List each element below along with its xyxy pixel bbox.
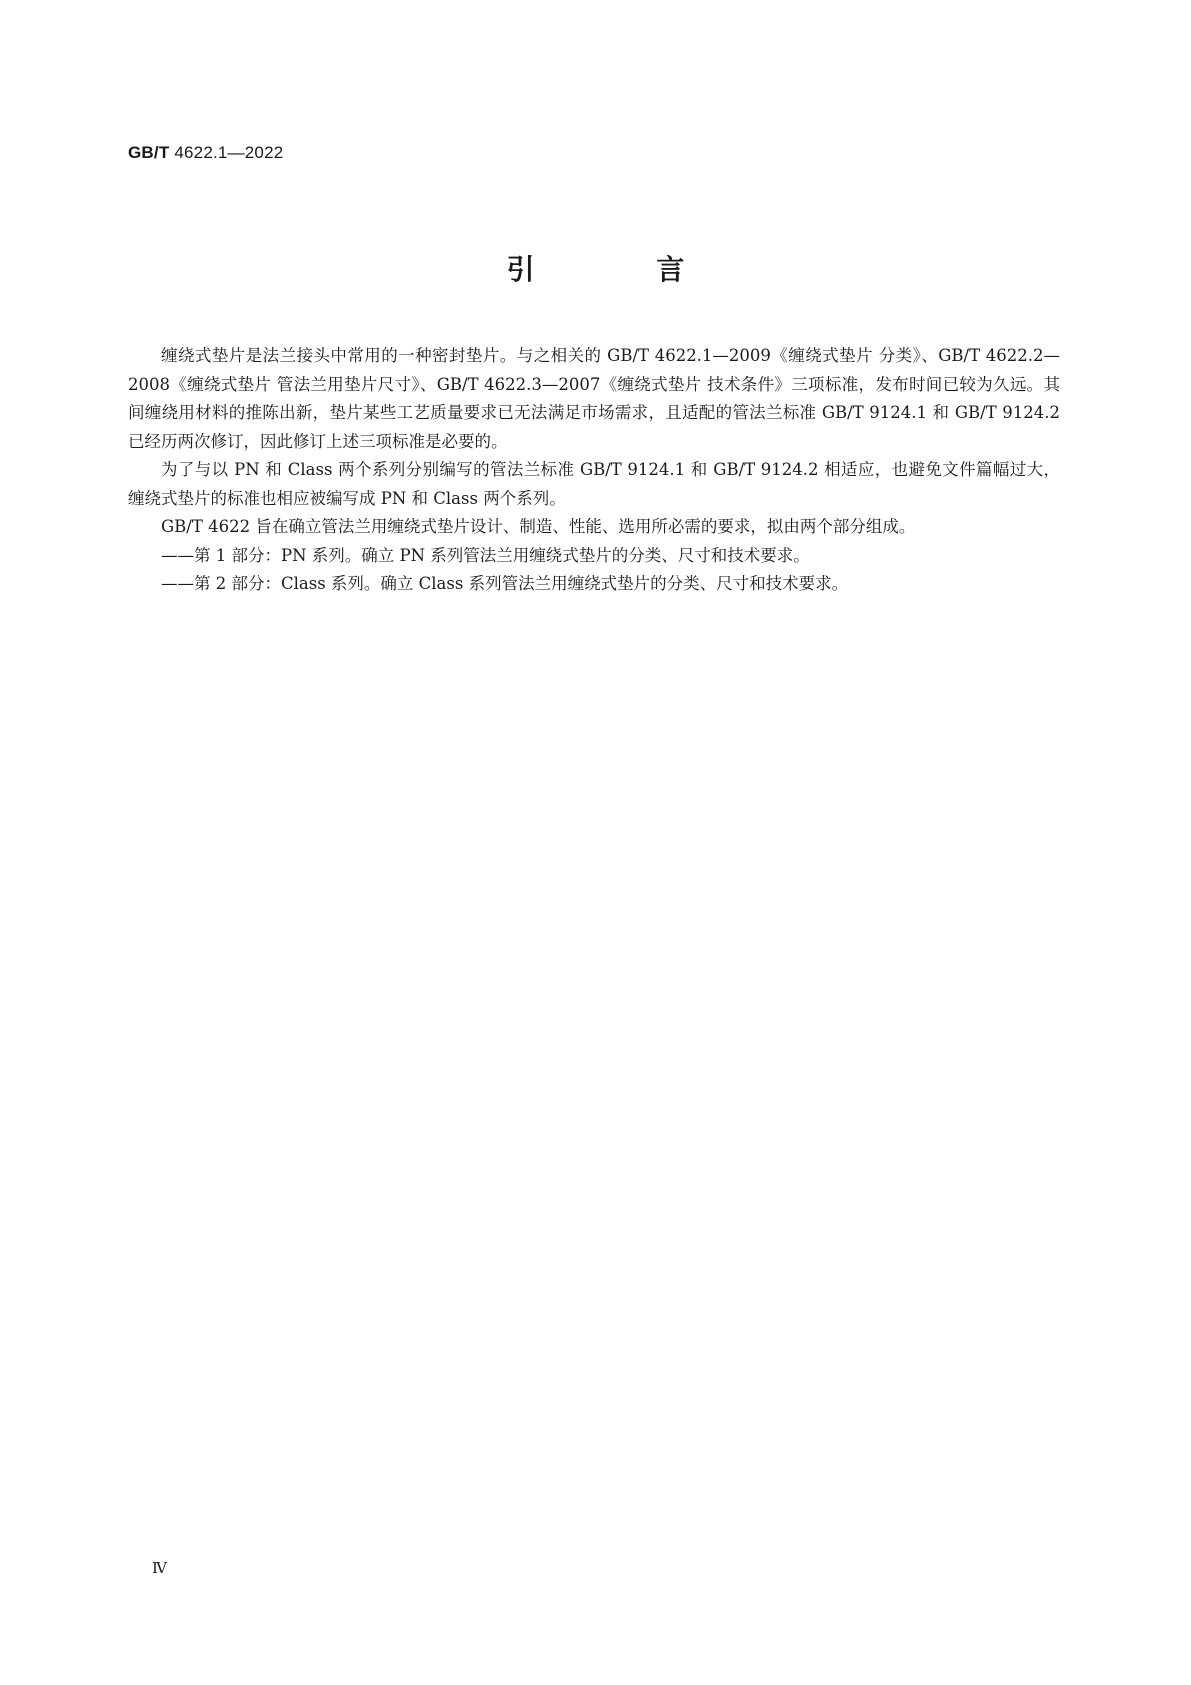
list-item-part-1: ——第 1 部分：PN 系列。确立 PN 系列管法兰用缠绕式垫片的分类、尺寸和技术要求。 [161, 545, 810, 565]
page-number: Ⅳ [152, 1559, 167, 1577]
introduction-body [128, 342, 1060, 599]
paragraph-purpose: GB/T 4622 旨在确立管法兰用缠绕式垫片设计、制造、性能、选用所必需的要求，拟由两个部分组成。 [161, 517, 916, 536]
list-item-part-2: ——第 2 部分：Class 系列。确立 Class 系列管法兰用缠绕式垫片的分类、尺寸和技术要求。 [161, 574, 849, 593]
document-code [128, 143, 283, 163]
document-code-prefix: GB/T [128, 143, 170, 162]
paragraph-series-rationale: 为了与以 PN 和 Class 两个系列分别编写的管法兰标准 GB/T 9124.1 和 GB/T 9124.2 相适应，也避免文件篇幅过大，缠绕式垫片的标准也相应被编写成 PN 和 Class 两个系列。 [128, 460, 1060, 508]
section-title: 引 言 [506, 253, 741, 286]
document-code-number: 4622.1—2022 [174, 143, 284, 162]
paragraph-background: 缠绕式垫片是法兰接头中常用的一种密封垫片。与之相关的 GB/T 4622.1—2009《缠绕式垫片 分类》、GB/T 4622.2—2008《缠绕式垫片 管法兰用垫片尺寸》、GB/T 4622.3—2007《缠绕式垫片 技术条件》三项标准，发布时间已较为久远。其间缠绕用材料的推陈出新，垫片某些工艺质量要求已无法满足市场需求，且适配的管法兰标准 GB/T 9124.1 和 GB/T 9124.2 已经历两次修订，因此修订上述三项标准是必要的。 [128, 346, 1060, 451]
